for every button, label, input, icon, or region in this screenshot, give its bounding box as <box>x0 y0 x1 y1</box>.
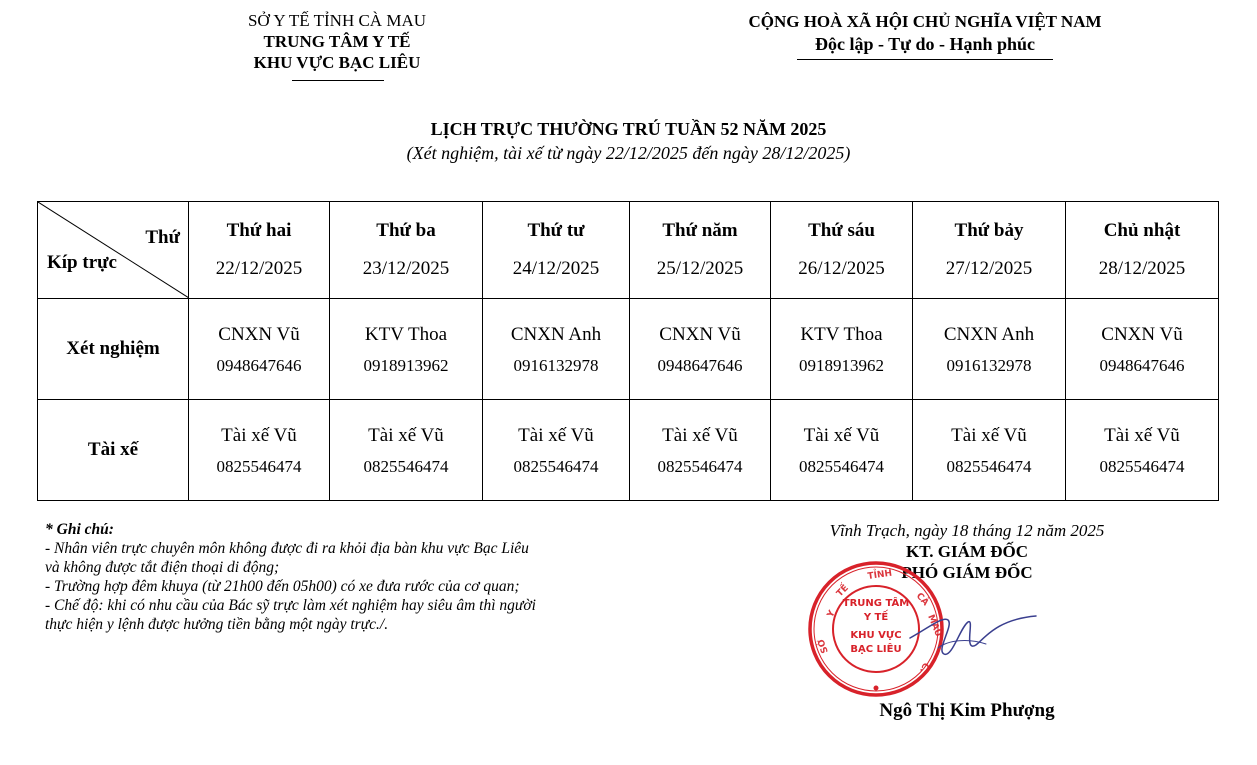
shift-cell <box>483 400 630 501</box>
note-line: - Nhân viên trực chuyên môn không được đi ra khỏi địa bàn khu vực Bạc Liêu <box>45 540 529 557</box>
day-name: Thứ tư <box>527 220 585 241</box>
nation-motto: Độc lập - Tự do - Hạnh phúc <box>814 34 1036 54</box>
staff-phone: 0948647646 <box>1099 355 1185 375</box>
header-right-divider <box>797 59 1053 60</box>
table-corner-cell <box>38 202 189 299</box>
day-header <box>483 202 630 299</box>
shift-cell <box>1066 400 1219 501</box>
staff-name: KTV Thoa <box>364 323 448 345</box>
header-left-divider <box>292 80 384 81</box>
note-line: - Trường hợp đêm khuya (từ 21h00 đến 05h00) có xe đưa rước của cơ quan; <box>45 578 520 595</box>
day-date: 22/12/2025 <box>215 258 303 279</box>
seal-text-line3: KHU VỰC <box>850 630 902 641</box>
header-left <box>208 10 466 73</box>
staff-name: Tài xế Vũ <box>1104 424 1180 446</box>
day-header <box>330 202 483 299</box>
table-row-lab <box>38 299 1219 400</box>
day-date: 27/12/2025 <box>945 258 1033 279</box>
header-right <box>704 10 1146 56</box>
svg-text:Y: Y <box>825 608 838 620</box>
notes-title: * Ghi chú: <box>45 521 114 538</box>
svg-text:C.: C. <box>917 660 931 675</box>
row-label-cell <box>38 400 189 501</box>
row-label: Xét nghiệm <box>66 338 160 359</box>
day-name: Thứ năm <box>662 220 738 241</box>
day-name: Chủ nhật <box>1103 220 1181 241</box>
staff-name: Tài xế Vũ <box>221 424 297 446</box>
shift-cell <box>189 400 330 501</box>
row-label: Tài xế <box>87 439 139 460</box>
day-date: 23/12/2025 <box>362 258 450 279</box>
shift-cell <box>330 299 483 400</box>
staff-phone: 0916132978 <box>513 355 599 375</box>
staff-phone: 0825546474 <box>513 456 599 476</box>
day-header <box>771 202 913 299</box>
note-line: thực hiện y lệnh được hưởng tiền bằng một ngày trực./. <box>45 616 389 633</box>
staff-phone: 0918913962 <box>363 355 449 375</box>
seal-text-line2: Y TẾ <box>863 612 889 623</box>
day-date: 28/12/2025 <box>1098 258 1186 279</box>
agency-name: SỞ Y TẾ TỈNH CÀ MAU <box>247 11 427 30</box>
signer-role-line2: PHÓ GIÁM ĐỐC <box>901 563 1033 582</box>
day-header <box>630 202 771 299</box>
seal-text-line1: TRUNG TÂM <box>842 598 910 609</box>
day-name: Thứ bảy <box>954 220 1024 241</box>
staff-name: CNXN Anh <box>943 323 1035 345</box>
staff-phone: 0948647646 <box>657 355 743 375</box>
staff-name: CNXN Vũ <box>659 323 741 345</box>
staff-phone: 0825546474 <box>799 456 884 476</box>
staff-name: Tài xế Vũ <box>518 424 594 446</box>
shift-cell <box>771 400 913 501</box>
staff-phone: 0825546474 <box>946 456 1032 476</box>
svg-text:SỞ: SỞ <box>816 637 831 655</box>
shift-cell <box>771 299 913 400</box>
shift-cell <box>913 400 1066 501</box>
handwritten-signature-icon <box>908 598 1038 668</box>
staff-name: Tài xế Vũ <box>951 424 1027 446</box>
day-name: Thứ ba <box>376 220 436 241</box>
day-name: Thứ sáu <box>808 220 875 241</box>
day-name: Thứ hai <box>226 220 292 241</box>
signer-name: Ngô Thị Kim Phượng <box>879 700 1055 721</box>
day-header <box>913 202 1066 299</box>
shift-cell <box>913 299 1066 400</box>
row-label-cell <box>38 299 189 400</box>
corner-diagonal <box>38 202 189 298</box>
shift-cell <box>483 299 630 400</box>
notes-section <box>45 520 625 634</box>
nation-title: CỘNG HOÀ XÃ HỘI CHỦ NGHĨA VIỆT NAM <box>748 12 1102 31</box>
day-date: 24/12/2025 <box>512 258 600 279</box>
note-line: và không được tắt điện thoại di động; <box>45 559 280 576</box>
staff-phone: 0918913962 <box>799 355 884 375</box>
staff-name: CNXN Vũ <box>1101 323 1183 345</box>
note-line: - Chế độ: khi có nhu cầu của Bác sỹ trực làm xét nghiệm hay siêu âm thì người <box>45 597 536 614</box>
shift-cell <box>630 299 771 400</box>
svg-text:TẾ: TẾ <box>835 583 851 600</box>
staff-name: CNXN Anh <box>510 323 602 345</box>
day-date: 25/12/2025 <box>656 258 744 279</box>
shift-cell <box>330 400 483 501</box>
staff-name: Tài xế Vũ <box>368 424 444 446</box>
unit-name-line2: KHU VỰC BẠC LIÊU <box>253 53 421 72</box>
staff-name: CNXN Vũ <box>218 323 300 345</box>
day-date: 26/12/2025 <box>798 258 885 279</box>
duty-schedule-table <box>37 201 1219 501</box>
staff-phone: 0916132978 <box>946 355 1032 375</box>
svg-text:MAU: MAU <box>925 613 944 639</box>
signer-role-line1: KT. GIÁM ĐỐC <box>906 542 1028 561</box>
staff-phone: 0825546474 <box>363 456 449 476</box>
staff-name: Tài xế Vũ <box>803 424 880 446</box>
svg-text:TỈNH: TỈNH <box>867 568 893 582</box>
shift-cell <box>189 299 330 400</box>
staff-phone: 0948647646 <box>216 355 302 375</box>
staff-phone: 0825546474 <box>657 456 743 476</box>
staff-name: Tài xế Vũ <box>662 424 738 446</box>
document-title: LỊCH TRỰC THƯỜNG TRÚ TUẦN 52 NĂM 2025 <box>430 119 827 139</box>
corner-label-day: Thứ <box>145 227 180 248</box>
staff-phone: 0825546474 <box>1099 456 1185 476</box>
shift-cell <box>630 400 771 501</box>
table-header-row <box>38 202 1219 299</box>
unit-name-line1: TRUNG TÂM Y TẾ <box>263 32 411 51</box>
day-header <box>1066 202 1219 299</box>
staff-name: KTV Thoa <box>800 323 883 345</box>
shift-cell <box>1066 299 1219 400</box>
seal-text-line4: BẠC LIÊU <box>850 644 902 655</box>
svg-text:CÀ: CÀ <box>913 591 931 609</box>
place-date: Vĩnh Trạch, ngày 18 tháng 12 năm 2025 <box>829 521 1105 540</box>
table-row-driver <box>38 400 1219 501</box>
staff-phone: 0825546474 <box>216 456 302 476</box>
day-header <box>189 202 330 299</box>
document-subtitle: (Xét nghiệm, tài xế từ ngày 22/12/2025 đến ngày 28/12/2025) <box>406 143 851 163</box>
corner-label-shift: Kíp trực <box>47 252 117 273</box>
